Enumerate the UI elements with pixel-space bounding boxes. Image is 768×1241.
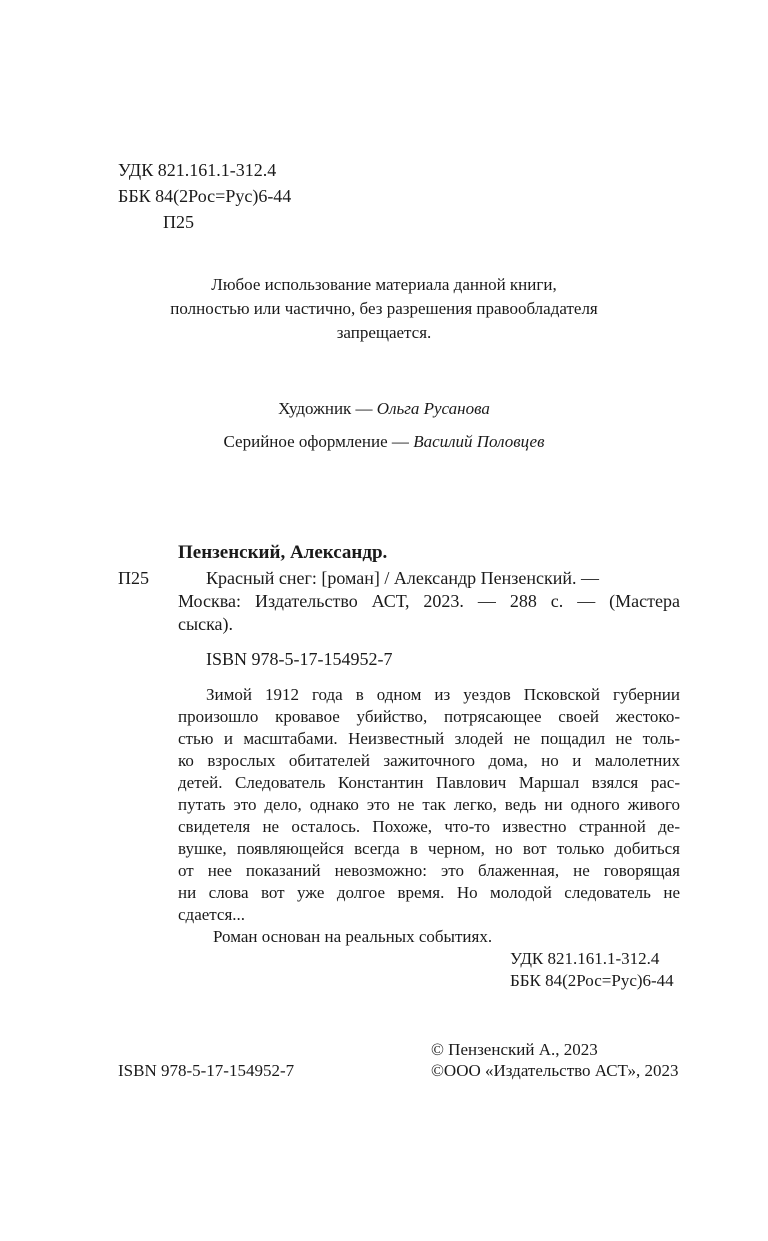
author-mark-top: П25 — [163, 212, 194, 232]
udk-code-top: УДК 821.161.1-312.4 — [118, 160, 277, 180]
annotation-line-7: свидетеля не осталось. Похоже, что-то известно странной де- — [178, 817, 680, 836]
annotation-line-8: вушке, появляющейся всегда в черном, но вот только добиться — [178, 839, 680, 858]
udk-code-bottom: УДК 821.161.1-312.4 — [510, 949, 660, 968]
copyright-notice-line-1: Любое использование материала данной книги, — [211, 275, 557, 294]
bbk-code-top: ББК 84(2Рос=Рус)6-44 — [118, 186, 292, 206]
annotation-line-6: путать это дело, однако это не так легко, ведь ни одного живого — [178, 795, 680, 814]
catalog-author-mark: П25 — [118, 568, 149, 588]
annotation-line-11: сдается... — [178, 905, 246, 924]
design-name: Василий Половцев — [413, 432, 545, 451]
annotation-line-1: Зимой 1912 года в одном из уездов Псковской губернии — [206, 685, 680, 704]
bbk-code-bottom: ББК 84(2Рос=Рус)6-44 — [510, 971, 674, 990]
copyright-notice-line-2: полностью или частично, без разрешения правообладателя — [170, 299, 598, 318]
artist-name: Ольга Русанова — [376, 399, 490, 418]
footer-isbn: ISBN 978-5-17-154952-7 — [118, 1061, 295, 1080]
copyright-notice-line-3: запрещается. — [336, 323, 432, 342]
catalog-author-heading: Пензенский, Александр. — [178, 542, 388, 563]
annotation-line-10: ни слова вот уже долгое время. Но молодой следователь не — [178, 883, 680, 902]
annotation-line-9: от нее показаний невозможно: это блаженная, не говорящая — [178, 861, 680, 880]
annotation-line-3: стью и масштабами. Неизвестный злодей не пощадил не толь- — [178, 729, 680, 748]
design-credit — [0, 432, 768, 452]
artist-credit — [0, 399, 768, 419]
annotation-note: Роман основан на реальных событиях. — [213, 927, 493, 946]
catalog-entry-line-2: Москва: Издательство АСТ, 2023. — 288 с. — (Мастера — [178, 591, 680, 611]
copyright-author: © Пензенский А., 2023 — [431, 1040, 598, 1059]
annotation-line-5: детей. Следователь Константин Павлович Маршал взялся рас- — [178, 773, 680, 792]
design-label: Серийное оформление — — [223, 432, 414, 451]
catalog-isbn: ISBN 978-5-17-154952-7 — [206, 649, 393, 669]
catalog-entry-line-1: Красный снег: [роман] / Александр Пензенский. — — [206, 568, 599, 588]
artist-label: Художник — — [278, 399, 377, 418]
catalog-entry-line-3: сыска). — [178, 614, 234, 634]
copyright-publisher: ©ООО «Издательство АСТ», 2023 — [431, 1061, 679, 1080]
annotation-line-2: произошло кровавое убийство, потрясающее своей жестоко- — [178, 707, 680, 726]
annotation-line-4: ко взрослых обитателей зажиточного дома, но и малолетних — [178, 751, 680, 770]
